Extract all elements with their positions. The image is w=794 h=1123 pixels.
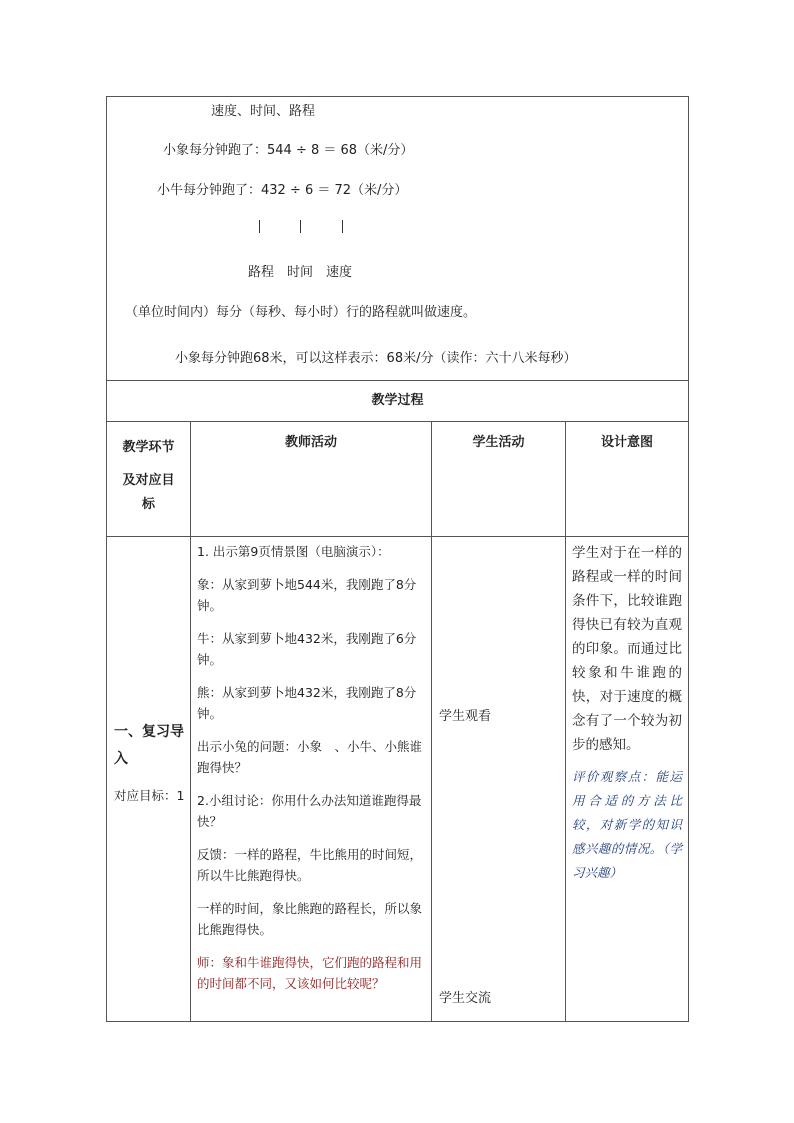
cow-speed-calc: 小牛每分钟跑了：432 ÷ 6 ＝ 72（米/分） <box>157 183 408 198</box>
intro-cell <box>107 97 689 381</box>
teacher-activity-item: 熊：从家到萝卜地432米，我刚跑了8分钟。 <box>197 685 417 721</box>
speed-example: 小象每分钟跑68米，可以这样表示：68米/分（读作：六十八米每秒） <box>175 351 577 366</box>
teacher-activity-item: 一样的时间，象比熊跑的路程长，所以象比熊跑得快。 <box>197 901 423 937</box>
teacher-question: 师：象和牛谁跑得快，它们跑的路程和用的时间都不同，又该如何比较呢？ <box>197 955 423 991</box>
stage-row <box>107 537 689 1022</box>
design-intent-cell <box>566 537 689 1022</box>
student-activity-discuss: 学生交流 <box>439 991 492 1006</box>
teacher-activity-item: 出示小兔的问题：小象 、小牛、小熊谁跑得快？ <box>197 739 423 775</box>
teacher-activity-item: 2.小组讨论：你用什么办法知道谁跑得最快？ <box>197 793 422 829</box>
section-title: 教学过程 <box>107 381 689 422</box>
speed-definition: （单位时间内）每分（每秒、每小时）行的路程就叫做速度。 <box>125 305 477 320</box>
stage-title: 一、复习导入 <box>114 724 184 767</box>
connector-bar <box>300 220 301 233</box>
header-design: 设计意图 <box>566 422 689 537</box>
teacher-activity-item: 反馈：一样的路程，牛比熊用的时间短，所以牛比熊跑得快。 <box>197 847 423 883</box>
connector-bar <box>259 220 260 233</box>
student-activity-watch: 学生观看 <box>439 709 492 724</box>
stage-goal: 对应目标：1 <box>114 788 185 803</box>
elephant-speed-calc: 小象每分钟跑了：544 ÷ 8 ＝ 68（米/分） <box>163 143 414 158</box>
formula-labels: 路程 时间 速度 <box>248 265 353 280</box>
design-intent-text: 学生对于在一样的路程或一样的时间条件下，比较谁跑得快已有较为直观的印象。而通过比较象和牛谁跑的快，对于速度的概念有了一个较为初步的感知。 <box>572 545 682 753</box>
teacher-activity-item: 1. 出示第9页情景图（电脑演示）： <box>197 544 390 559</box>
teacher-activity-item: 象：从家到萝卜地544米，我刚跑了8分钟。 <box>197 577 417 613</box>
teacher-activity-item: 牛：从家到萝卜地432米，我刚跑了6分钟。 <box>197 631 417 667</box>
student-activity-cell <box>432 537 566 1022</box>
design-evaluation: 评价观察点：能运用合适的方法比较，对新学的知识感兴趣的情况。（学习兴趣） <box>572 769 682 880</box>
section-title-row <box>107 381 689 422</box>
header-teacher: 教师活动 <box>191 422 432 537</box>
intro-topic: 速度、时间、路程 <box>211 104 316 119</box>
formula-connector-bars <box>107 220 688 234</box>
lesson-plan-table <box>106 96 689 1022</box>
intro-row <box>107 97 689 381</box>
header-row <box>107 422 689 537</box>
header-stage: 教学环节 及对应目 标 <box>107 422 191 537</box>
connector-bar <box>342 220 343 233</box>
header-student: 学生活动 <box>432 422 566 537</box>
teacher-activity-cell <box>191 537 432 1022</box>
stage-cell <box>107 537 191 1022</box>
